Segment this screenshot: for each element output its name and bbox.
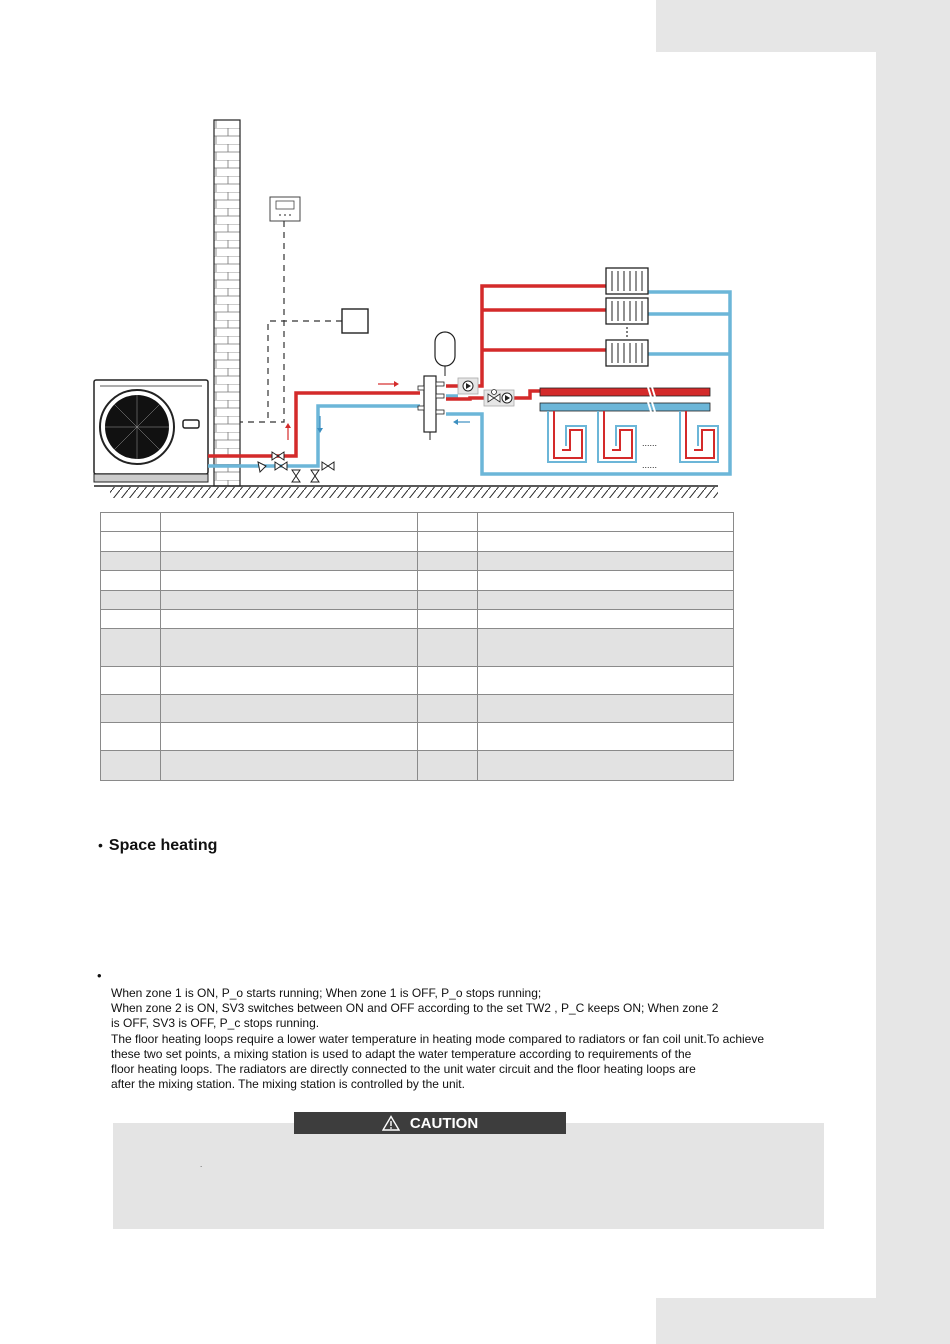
table-row — [101, 571, 734, 591]
caution-text-mark: . — [200, 1160, 203, 1169]
bullet-glyph: • — [98, 837, 103, 853]
mixing-station — [484, 390, 514, 407]
table-row — [101, 552, 734, 571]
paragraph-line: is OFF, SV3 is OFF, P_c stops running. — [111, 1016, 320, 1031]
warning-triangle-icon — [382, 1115, 400, 1131]
pump-icon — [458, 378, 478, 394]
paragraph-line: When zone 2 is ON, SV3 switches between ON and OFF according to the set TW2 , P_C keeps ON; When zone 2 — [111, 1001, 719, 1016]
radiator-icon — [606, 340, 648, 366]
paragraph-line: these two set points, a mixing station is used to adapt the water temperature according to requirements of the — [111, 1046, 692, 1061]
paragraph-line: When zone 1 is ON, P_o starts running; When zone 1 is OFF, P_o stops running; — [111, 986, 542, 1000]
radiator-ellipsis — [626, 327, 628, 337]
room-thermostat — [342, 309, 368, 333]
radiator-icon — [606, 298, 648, 324]
table-row — [101, 667, 734, 695]
table-row — [101, 629, 734, 667]
table-row — [101, 695, 734, 723]
caution-banner — [294, 1112, 566, 1134]
section-heading-text: Space heating — [108, 837, 218, 854]
table-row — [101, 513, 734, 532]
paragraph-line: after the mixing station. The mixing station is controlled by the unit. — [111, 1077, 465, 1092]
description-paragraph — [111, 986, 831, 1092]
floor-heating-loop — [548, 411, 718, 462]
house-wall — [214, 120, 240, 486]
installation-diagram — [0, 0, 950, 510]
paragraph-line: floor heating loops. The radiators are directly connected to the unit water circuit and the floor heating loops are — [111, 1062, 696, 1077]
loops-ellipsis-2: ...... — [642, 460, 658, 470]
table-row — [101, 723, 734, 751]
paragraph-line: The floor heating loops require a lower water temperature in heating mode compared to radiators or fan coil unit.To achieve — [111, 1031, 765, 1046]
radiator-icon — [606, 268, 648, 294]
caution-box — [113, 1123, 824, 1229]
table-row — [101, 591, 734, 610]
table-row — [101, 532, 734, 552]
loops-ellipsis-1: ...... — [642, 438, 658, 448]
wired-controller — [270, 197, 300, 221]
bullet-glyph-2: • — [97, 968, 102, 983]
caution-label: CAUTION — [409, 1114, 479, 1132]
balance-tank — [418, 376, 444, 440]
legend-table — [100, 512, 734, 781]
ground-line — [94, 486, 718, 498]
floor-manifold — [540, 384, 710, 415]
table-row — [101, 751, 734, 781]
section-heading — [98, 837, 217, 855]
page-margin-band-bottom — [656, 1298, 950, 1344]
outdoor-unit — [94, 380, 208, 482]
table-row — [101, 610, 734, 629]
expansion-vessel — [435, 332, 455, 376]
